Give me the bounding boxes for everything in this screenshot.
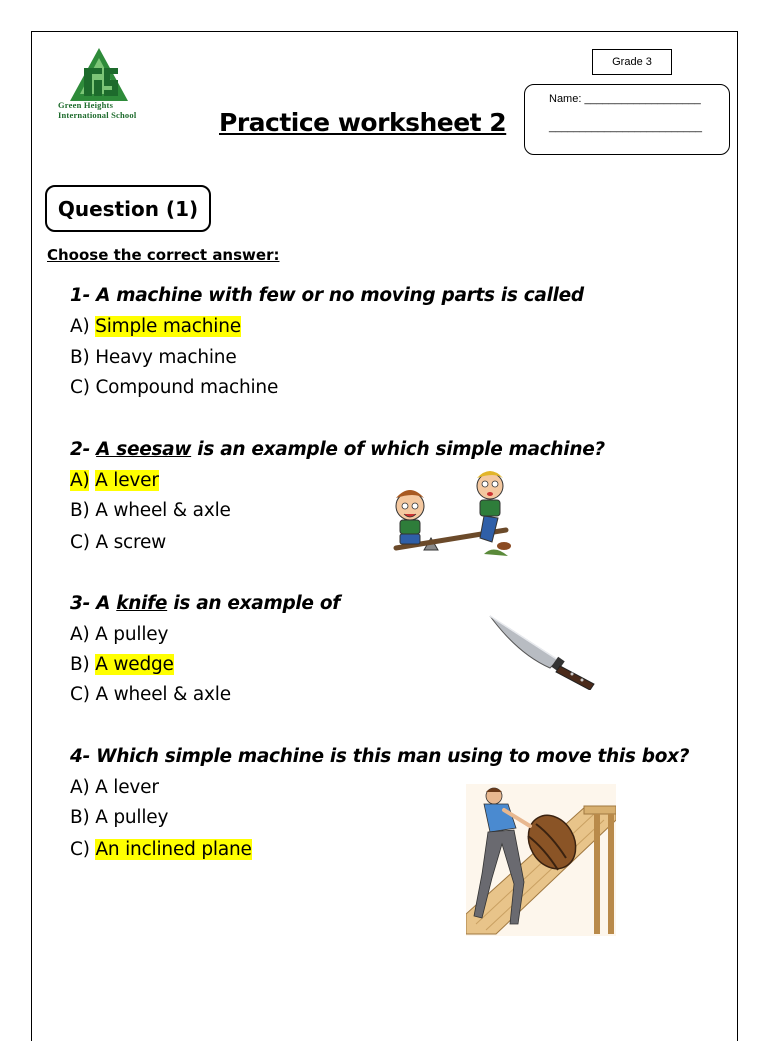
question-3-prefix: 3- A bbox=[70, 593, 117, 614]
question-4-text bbox=[70, 746, 689, 767]
option-letter: C) bbox=[70, 684, 90, 705]
option-text: A wheel & axle bbox=[95, 684, 231, 705]
option-text: Compound machine bbox=[95, 377, 279, 398]
question-1-text bbox=[70, 285, 584, 306]
question-4-option-c[interactable] bbox=[70, 839, 252, 860]
question-4-option-b[interactable] bbox=[70, 807, 168, 828]
question-1-option-b[interactable] bbox=[70, 347, 237, 368]
option-letter: B) bbox=[70, 807, 90, 828]
name-label: Name: ___________________ bbox=[549, 93, 701, 105]
name-box[interactable] bbox=[524, 84, 730, 155]
grade-box: Grade 3 bbox=[592, 49, 672, 75]
option-letter: C) bbox=[70, 839, 90, 860]
question-3-option-a[interactable] bbox=[70, 624, 168, 645]
option-text: A wedge bbox=[95, 654, 174, 675]
seesaw-illustration bbox=[384, 464, 524, 564]
option-text: An inclined plane bbox=[95, 839, 252, 860]
question-heading: Question (1) bbox=[45, 185, 211, 232]
question-3-text bbox=[70, 593, 340, 614]
question-2-option-c[interactable] bbox=[70, 532, 166, 553]
question-2-option-b[interactable] bbox=[70, 500, 231, 521]
option-text: A lever bbox=[95, 777, 159, 798]
question-3-option-b[interactable] bbox=[70, 654, 174, 675]
option-letter: B) bbox=[70, 654, 90, 675]
name-line: _________________________ bbox=[549, 121, 702, 133]
option-letter: A) bbox=[70, 470, 90, 491]
option-text: Simple machine bbox=[95, 316, 241, 337]
inclined-plane-illustration bbox=[466, 784, 616, 936]
option-letter: C) bbox=[70, 377, 90, 398]
school-name bbox=[58, 100, 148, 120]
option-letter: A) bbox=[70, 316, 90, 337]
knife-illustration bbox=[488, 612, 600, 690]
question-2-underlined: A seesaw bbox=[96, 439, 192, 460]
option-text: A screw bbox=[95, 532, 167, 553]
instruction: Choose the correct answer: bbox=[47, 246, 280, 264]
question-3-suffix: is an example of bbox=[167, 593, 340, 614]
question-4-prefix: 4- Which simple machine is this man using to move this box? bbox=[70, 746, 690, 767]
question-1-prefix: 1- A machine with few or no moving parts is called bbox=[70, 285, 584, 306]
question-1-option-c[interactable] bbox=[70, 377, 278, 398]
option-text: A wheel & axle bbox=[95, 500, 231, 521]
question-1-option-a[interactable] bbox=[70, 316, 241, 337]
option-letter: A) bbox=[70, 624, 90, 645]
option-text: Heavy machine bbox=[95, 347, 237, 368]
question-2-text bbox=[70, 439, 605, 460]
option-letter: C) bbox=[70, 532, 90, 553]
question-2-suffix: is an example of which simple machine? bbox=[191, 439, 605, 460]
option-text: A pulley bbox=[95, 807, 169, 828]
option-letter: B) bbox=[70, 500, 90, 521]
page-title: Practice worksheet 2 bbox=[219, 108, 507, 137]
question-4-option-a[interactable] bbox=[70, 777, 159, 798]
option-text: A pulley bbox=[95, 624, 169, 645]
option-letter: B) bbox=[70, 347, 90, 368]
option-text: A lever bbox=[95, 470, 159, 491]
option-letter: A) bbox=[70, 777, 90, 798]
school-name-line1: Green Heights bbox=[58, 100, 114, 110]
question-2-option-a[interactable] bbox=[70, 470, 159, 491]
school-name-line2: International School bbox=[58, 110, 137, 120]
question-2-prefix: 2- bbox=[70, 439, 97, 460]
question-3-option-c[interactable] bbox=[70, 684, 231, 705]
question-3-underlined: knife bbox=[116, 593, 168, 614]
